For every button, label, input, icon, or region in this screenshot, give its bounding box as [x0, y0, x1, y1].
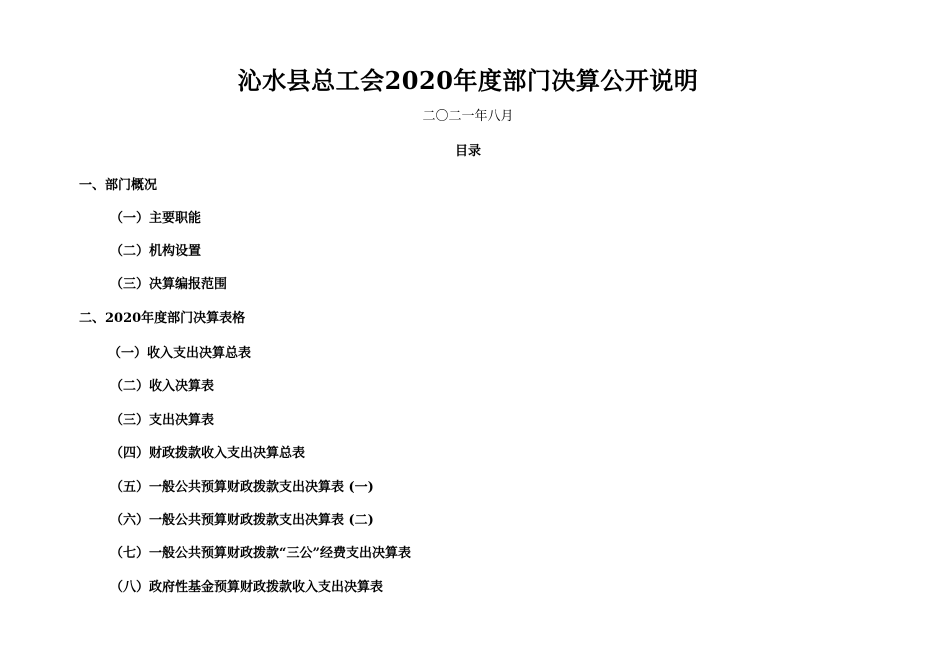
document-date: 二〇二一年八月: [422, 109, 514, 124]
toc-item: （五）一般公共预算财政拨款支出决算表 (一): [110, 480, 374, 495]
toc-item: （二）机构设置: [110, 244, 202, 259]
toc-item: （八）政府性基金预算财政拨款收入支出决算表: [110, 580, 384, 595]
toc-section-2: 二、2020年度部门决算表格: [79, 311, 246, 326]
toc-item: （一）收入支出决算总表: [108, 346, 252, 361]
toc-item: （七）一般公共预算财政拨款“三公”经费支出决算表: [110, 546, 411, 561]
toc-item: （三）支出决算表: [110, 413, 215, 428]
toc-item: （六）一般公共预算财政拨款支出决算表 (二): [110, 513, 374, 528]
toc-section-1: 一、部门概况: [79, 178, 158, 193]
toc-item: （三）决算编报范围: [110, 277, 228, 292]
toc-item: （一）主要职能: [110, 211, 202, 226]
toc-heading: 目录: [454, 144, 481, 159]
toc-item: （四）财政拨款收入支出决算总表: [110, 446, 306, 461]
toc-item: （二）收入决算表: [110, 379, 215, 394]
document-title: 沁水县总工会2020年度部门决算公开说明: [237, 66, 699, 95]
